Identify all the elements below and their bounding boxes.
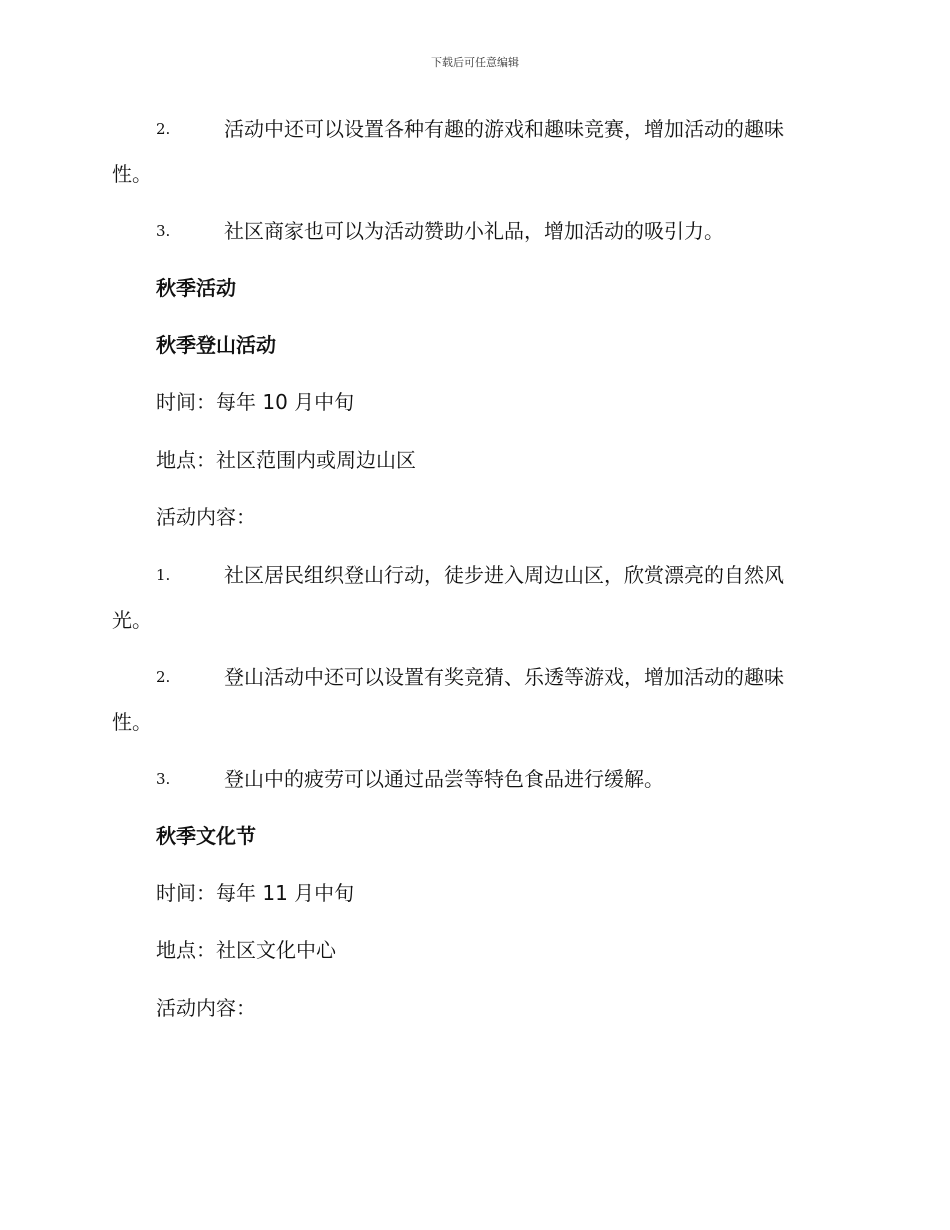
- section-heading: 秋季活动: [156, 276, 236, 300]
- list-number: 2.: [156, 120, 171, 138]
- activity-content-label: 活动内容：: [156, 505, 256, 529]
- list-text-continuation: 性。: [112, 162, 152, 186]
- list-number: 1.: [156, 566, 171, 584]
- list-number: 3.: [156, 222, 171, 240]
- activity-time: 时间：每年 11 月中旬: [156, 881, 355, 905]
- list-text-continuation: 光。: [112, 608, 152, 632]
- list-number: 2.: [156, 668, 171, 686]
- list-text-continuation: 性。: [112, 710, 152, 734]
- activity-place: 地点：社区范围内或周边山区: [156, 448, 416, 472]
- list-text: 社区商家也可以为活动赞助小礼品，增加活动的吸引力。: [224, 219, 724, 243]
- activity-title: 秋季登山活动: [156, 333, 276, 357]
- activity-place: 地点：社区文化中心: [156, 938, 336, 962]
- list-text: 活动中还可以设置各种有趣的游戏和趣味竞赛，增加活动的趣味: [224, 117, 784, 141]
- list-text: 社区居民组织登山行动，徒步进入周边山区，欣赏漂亮的自然风: [224, 563, 784, 587]
- page-header: 下载后可任意编辑: [431, 56, 519, 69]
- list-text: 登山中的疲劳可以通过品尝等特色食品进行缓解。: [224, 767, 664, 791]
- list-number: 3.: [156, 770, 171, 788]
- activity-content-label: 活动内容：: [156, 996, 256, 1020]
- activity-title: 秋季文化节: [156, 824, 256, 848]
- activity-time: 时间：每年 10 月中旬: [156, 390, 355, 414]
- list-text: 登山活动中还可以设置有奖竞猜、乐透等游戏，增加活动的趣味: [224, 665, 784, 689]
